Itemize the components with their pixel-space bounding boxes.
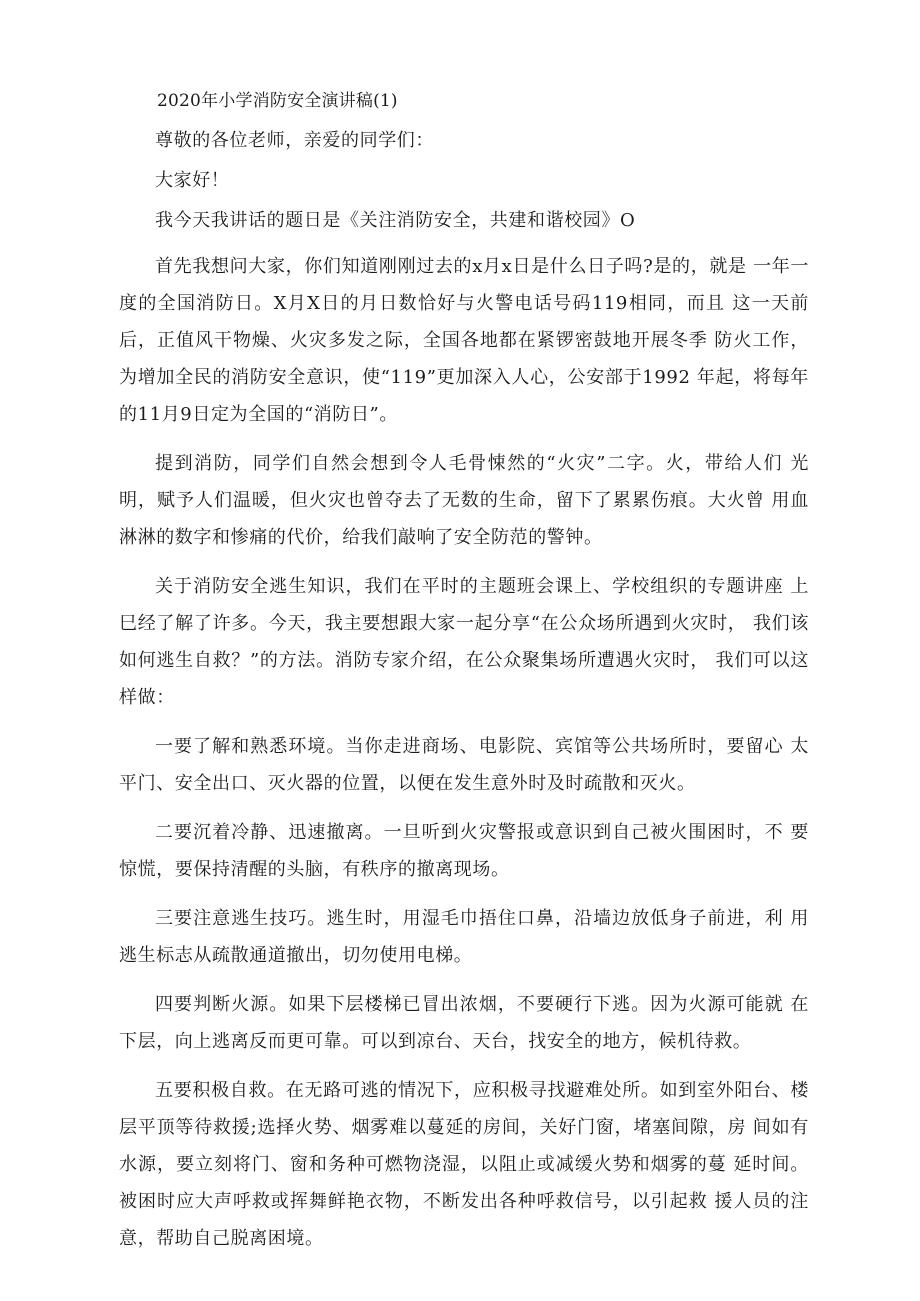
tip-two-paragraph: 二要沉着冷静、迅速撤离。一旦听到火灾警报或意识到自己被火围困时，不 要惊慌，要保持清醒的头脑，有秩序的撤离现场。 xyxy=(119,822,809,880)
document-body xyxy=(119,88,809,1269)
document-title: 2020年小学消防安全演讲稿(1) xyxy=(157,91,398,111)
tip-four-paragraph: 四要判断火源。如果下层楼梯已冒出浓烟，不要硬行下逃。因为火源可能就 在下层，向上逃离反而更可靠。可以到凉台、天台，找安全的地方，候机待救。 xyxy=(119,994,809,1052)
greeting-paragraph: 大家好！ xyxy=(155,170,230,191)
tip-three-paragraph: 三要注意逃生技巧。逃生时，用湿毛巾捂住口鼻，沿墙边放低身子前进，利 用逃生标志从疏散通道撤出，切勿使用电梯。 xyxy=(119,908,809,966)
fire-meaning-paragraph: 提到消防，同学们自然会想到令人毛骨悚然的“火灾”二字。火，带给人们 光明，赋予人们温暖，但火灾也曾夺去了无数的生命，留下了累累伤痕。大火曾 用血淋淋的数字和惨痛的代价，给我们敲响了安全防范的警钟。 xyxy=(119,453,809,548)
fire-day-paragraph: 首先我想问大家，你们知道刚刚过去的x月x日是什么日子吗?是的，就是 一年一度的全国消防日。X月X日的月日数恰好与火警电话号码119相同，而且 这一天前后，正值风干物燥、火灾多发之际，全国各地都在紧锣密鼓地开展冬季 防火工作，为增加全民的消防安全意识，使“119”更加深入人心，公安部于1992 年起，将每年的11月9日定为全国的“消防日”。 xyxy=(119,256,809,425)
escape-intro-paragraph: 关于消防安全逃生知识，我们在平时的主题班会课上、学校组织的专题讲座 上巳经了解了许多。今天，我主要想跟大家一起分享“在公众场所遇到火灾时， 我们该如何逃生自救？”的方法。消防专家介绍，在公众聚集场所遭遇火灾时， 我们可以这样做： xyxy=(119,576,809,708)
tip-five-paragraph: 五要积极自救。在无路可逃的情况下，应积极寻找避难处所。如到室外阳台、楼层平顶等待救援;选择火势、烟雾难以蔓延的房间，关好门窗，堵塞间隙，房 间如有水源，要立刻将门、窗和务种可燃物浇湿，以阻止或减缓火势和烟雾的蔓 延时间。被困时应大声呼救或挥舞鲜艳衣物，不断发出各种呼救信号，以引起救 援人员的注意，帮助自己脱离困境。 xyxy=(119,1080,809,1249)
topic-paragraph: 我今天我讲话的题日是《关注消防安全，共建和谐校园》O xyxy=(155,210,636,231)
tip-one-paragraph: 一要了解和熟悉环境。当你走进商场、电影院、宾馆等公共场所时，要留心 太平门、安全出口、灭火器的位置，以便在发生意外时及时疏散和灭火。 xyxy=(119,736,809,794)
salutation-paragraph: 尊敬的各位老师，亲爱的同学们： xyxy=(155,130,434,151)
